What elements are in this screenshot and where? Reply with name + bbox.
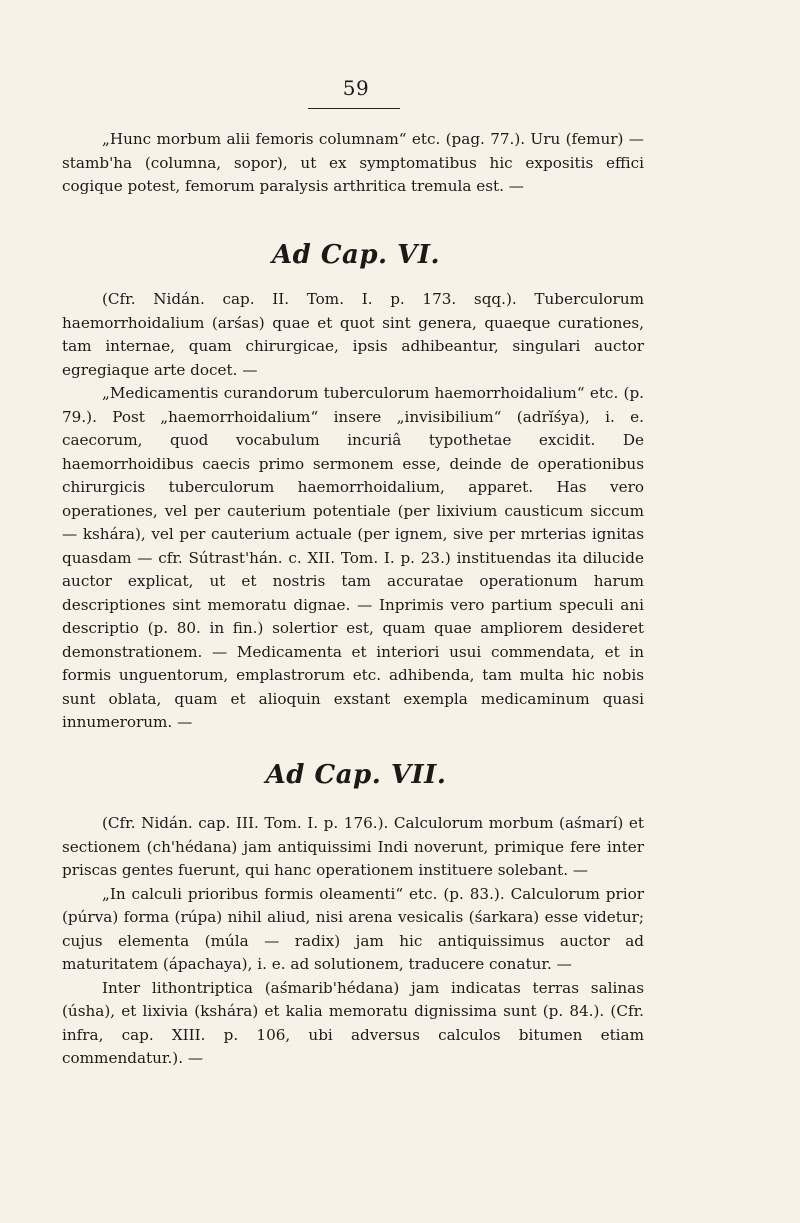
chapter-6-text-block <box>62 288 644 735</box>
chapter-7-paragraph-1: (Cfr. Nidán. cap. III. Tom. I. p. 176.). Calculorum morbum (aśmarí) et sectionem (ch'hédana) jam antiquissimi Indi noverunt, primique fere inter priscas gentes fuerunt, qui hanc operationem instituere solebant. — <box>62 814 644 879</box>
page-number-rule <box>308 108 400 109</box>
chapter-7-paragraph-2: „In calculi prioribus formis oleamenti“ etc. (p. 83.). Calculorum prior (púrva) forma (rúpa) nihil aliud, nisi arena vesicalis (śarkara) esse videtur; cujus elementa (múla — radix) jam hic antiquissimus auctor ad maturitatem (ápachaya), i. e. ad solutionem, traducere conatur. — <box>62 884 644 973</box>
chapter-6-paragraph-1: (Cfr. Nidán. cap. II. Tom. I. p. 173. sqq.). Tuberculorum haemorrhoidalium (arśas) quae et quot sint genera, quaeque curationes, tam internae, quam chirurgicae, ipsis adhibeantur, singulari auctor egregiaque arte docet. — <box>62 290 644 379</box>
chapter-7-paragraph-3: Inter lithontriptica (aśmarib'hédana) jam indicatas terras salinas (úsha), et lixivia (kshára) et kalia memoratu dignissima sunt (p. 84.). (Cfr. infra, cap. XIII. p. 106, ubi adversus calculos bitumen etiam commendatur.). — <box>62 978 644 1067</box>
chapter-6-paragraph-2: „Medicamentis curandorum tuberculorum haemorrhoidalium“ etc. (p. 79.). Post „haemorrhoidalium“ insere „invisibilium“ (adrĭśya), i. e. caecorum, quod vocabulum incuriâ typothetae excidit. De haemorrhoidibus caecis primo sermonem esse, deinde de operationibus chirurgicis tuberculorum haemorrhoidalium, apparet. Has vero operationes, vel per cauterium potentiale (per lixivium causticum siccum — kshára), vel per cauterium actuale (per ignem, sive per mrterias ignitas quasdam — cfr. Sútrast'hán. c. XII. Tom. I. p. 23.) instituendas ita dilucide auctor explicat, ut et nostris tam accuratae operationum harum descriptiones sint memoratu dignae. — Inprimis vero partium speculi ani descriptio (p. 80. in fin.) solertior est, quam quae ampliorem desideret demonstrationem. — Medicamenta et interiori usui commendata, et in formis unguentorum, emplastrorum etc. adhibenda, tam multa hic nobis sunt oblata, quam et alioquin exstant exempla medicaminum quasi innumerorum. — <box>62 384 644 731</box>
chapter-7-heading: Ad Cap. VII. <box>265 760 447 790</box>
chapter-7-text-block <box>62 812 644 1071</box>
intro-text-block <box>62 128 644 199</box>
page-number: 59 <box>342 76 370 100</box>
chapter-6-heading: Ad Cap. VI. <box>271 240 441 270</box>
intro-paragraph-1: „Hunc morbum alii femoris columnam“ etc. (pag. 77.). Uru (femur) — stamb'ha (columna, sopor), ut ex symptomatibus hic expositis effici cogique potest, femorum paralysis arthritica tremula est. — <box>62 130 644 195</box>
